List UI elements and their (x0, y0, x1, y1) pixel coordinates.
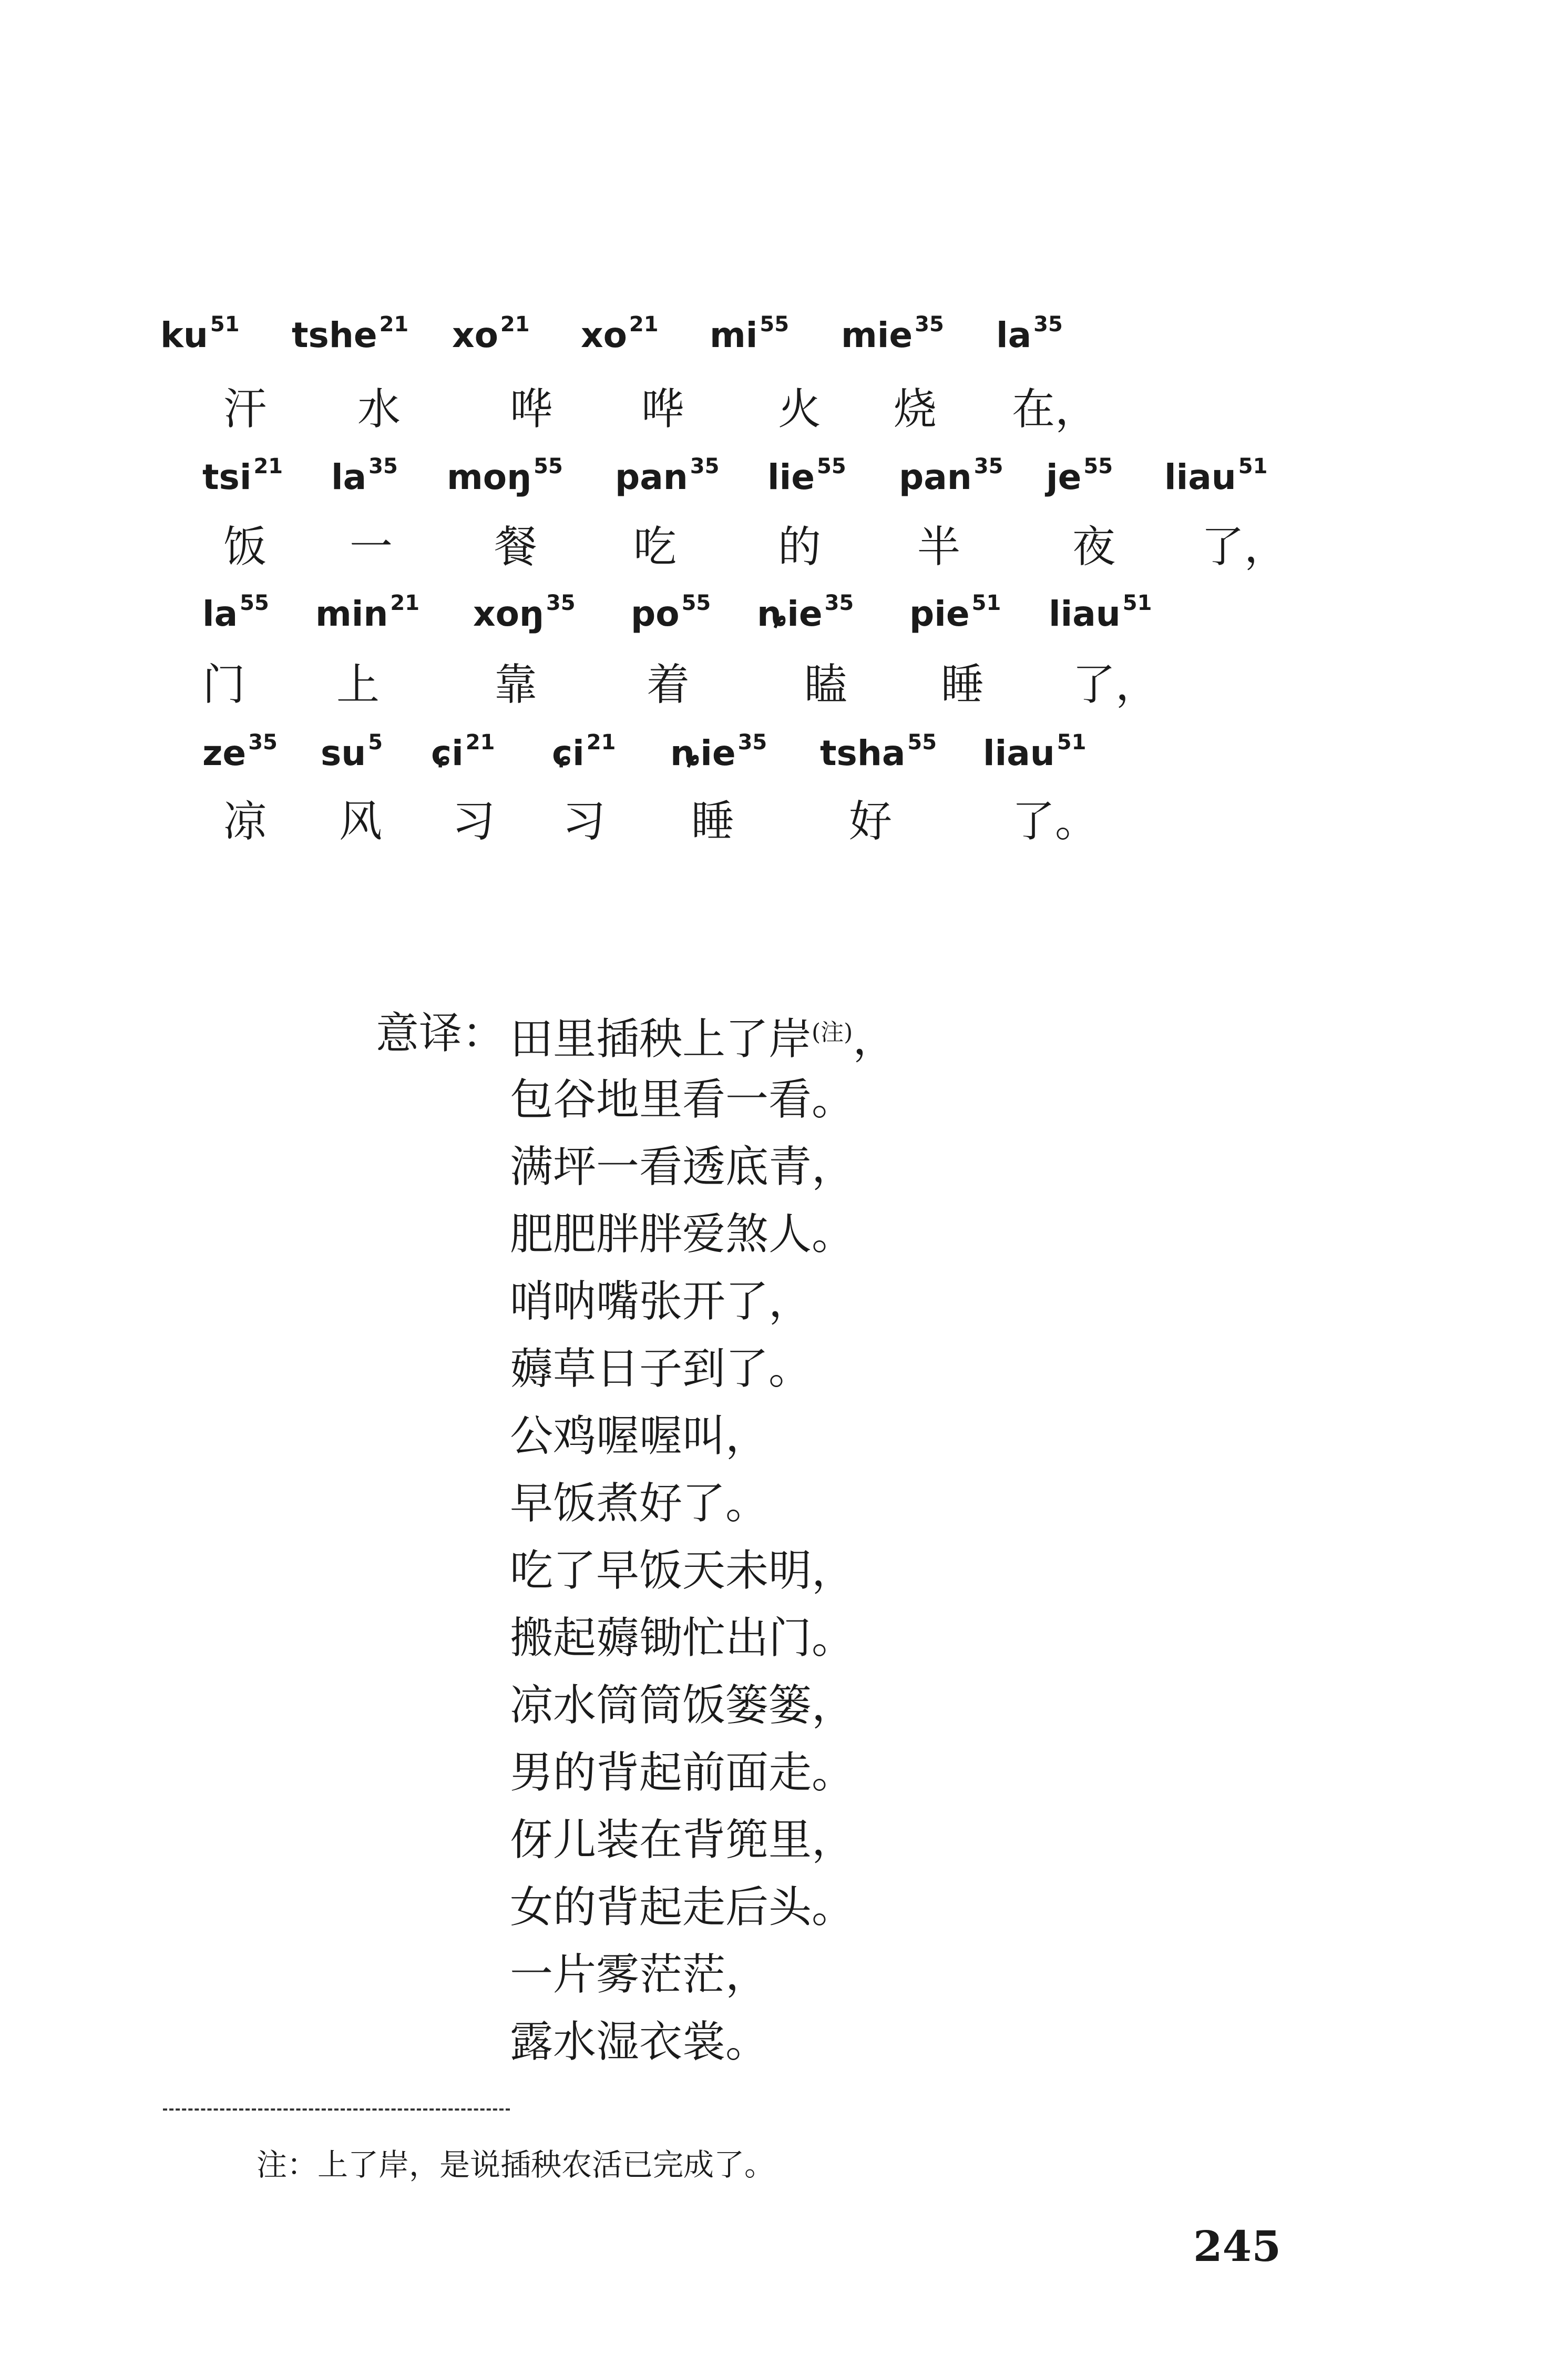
syllable: min $^{21}$ (315, 591, 420, 634)
character: 汗 (223, 384, 267, 434)
translation-line: 公鸡喔喔叫， (510, 1411, 769, 1461)
footnote: 注：上了岸，是说插秧农活已完成了。 (257, 2147, 775, 2183)
character: 习 (562, 797, 606, 847)
translation-line: 田里插秧上了岸$^{(注)}$， (510, 1014, 896, 1064)
translation-line: 凉水筒筒饭篓篓， (510, 1680, 855, 1730)
syllable: ɕi $^{21}$ (552, 730, 616, 773)
character: 着 (647, 660, 690, 710)
syllable: su $^5$ (321, 730, 383, 773)
character: 门 (202, 660, 246, 710)
character: 了， (1072, 660, 1159, 710)
syllable: liau $^{51}$ (1164, 454, 1268, 497)
syllable: tshe $^{21}$ (292, 312, 409, 355)
character: 凉 (223, 797, 267, 847)
syllable: xoŋ $^{35}$ (473, 591, 576, 634)
syllable: ze $^{35}$ (202, 730, 278, 773)
character: 了。 (1012, 797, 1099, 847)
character: 水 (357, 384, 401, 434)
translation-line: 包谷地里看一看。 (510, 1075, 855, 1125)
syllable: la $^{55}$ (202, 591, 269, 634)
character: 半 (917, 522, 961, 572)
note-marker: (注) (812, 1019, 853, 1046)
syllable: pie $^{51}$ (909, 591, 1001, 634)
syllable: mi $^{55}$ (710, 312, 790, 355)
character: 夜 (1072, 522, 1116, 572)
syllable: pan $^{35}$ (899, 454, 1003, 497)
translation-line: 搬起薅锄忙出门。 (510, 1613, 855, 1663)
character: 哗 (510, 384, 554, 434)
syllable: tsha $^{55}$ (820, 730, 937, 773)
character: 在， (1012, 384, 1099, 434)
character: 哗 (641, 384, 685, 434)
translation-line: 伢儿装在背篼里， (510, 1815, 855, 1865)
character: 上 (336, 660, 380, 710)
page-number: 245 (1193, 2222, 1281, 2271)
translation-line: 满坪一看透底青， (510, 1142, 855, 1192)
character: 火 (778, 384, 822, 434)
syllable: liau $^{51}$ (983, 730, 1087, 773)
character: 好 (849, 797, 893, 847)
character: 餐 (494, 522, 538, 572)
syllable: ȵie $^{35}$ (670, 730, 767, 773)
syllable: lie $^{55}$ (767, 454, 846, 497)
syllable: ku $^{51}$ (160, 312, 240, 355)
character: 风 (339, 797, 383, 847)
syllable: pan $^{35}$ (615, 454, 720, 497)
character: 习 (452, 797, 496, 847)
translation-lines (510, 999, 1036, 2076)
character: 一 (350, 522, 393, 572)
footnote-divider (163, 2108, 510, 2111)
syllable: po $^{55}$ (631, 591, 711, 634)
character: 睡 (691, 797, 735, 847)
translation-line: 早饭煮好了。 (510, 1479, 769, 1529)
character: 吃 (633, 522, 677, 572)
syllable: tsi $^{21}$ (202, 454, 283, 497)
character: 了， (1201, 522, 1288, 572)
translation-line: 薅草日子到了。 (510, 1344, 812, 1394)
character: 烧 (894, 384, 937, 434)
syllable: je $^{55}$ (1046, 454, 1113, 497)
translation-line: 肥肥胖胖爱煞人。 (510, 1209, 855, 1259)
syllable: moŋ $^{55}$ (447, 454, 563, 497)
syllable: la $^{35}$ (996, 312, 1063, 355)
syllable: mie $^{35}$ (841, 312, 944, 355)
character: 饭 (223, 522, 267, 572)
character: 靠 (494, 660, 538, 710)
syllable: xo $^{21}$ (452, 312, 530, 355)
translation-line: 一片雾茫茫， (510, 1950, 769, 2000)
translation-line: 男的背起前面走。 (510, 1748, 855, 1798)
syllable: la $^{35}$ (331, 454, 398, 497)
character: 睡 (941, 660, 985, 710)
translation-label: 意译： (376, 1008, 506, 1058)
translation-line: 吃了早饭天未明， (510, 1546, 855, 1596)
syllable: xo $^{21}$ (581, 312, 659, 355)
translation-line: 哨呐嘴张开了， (510, 1277, 812, 1327)
character: 的 (778, 522, 822, 572)
syllable: ɕi $^{21}$ (431, 730, 495, 773)
translation-line: 女的背起走后头。 (510, 1882, 855, 1932)
character: 瞌 (804, 660, 848, 710)
translation-line: 露水湿衣裳。 (510, 2017, 769, 2067)
syllable: liau $^{51}$ (1049, 591, 1152, 634)
syllable: ȵie $^{35}$ (757, 591, 854, 634)
